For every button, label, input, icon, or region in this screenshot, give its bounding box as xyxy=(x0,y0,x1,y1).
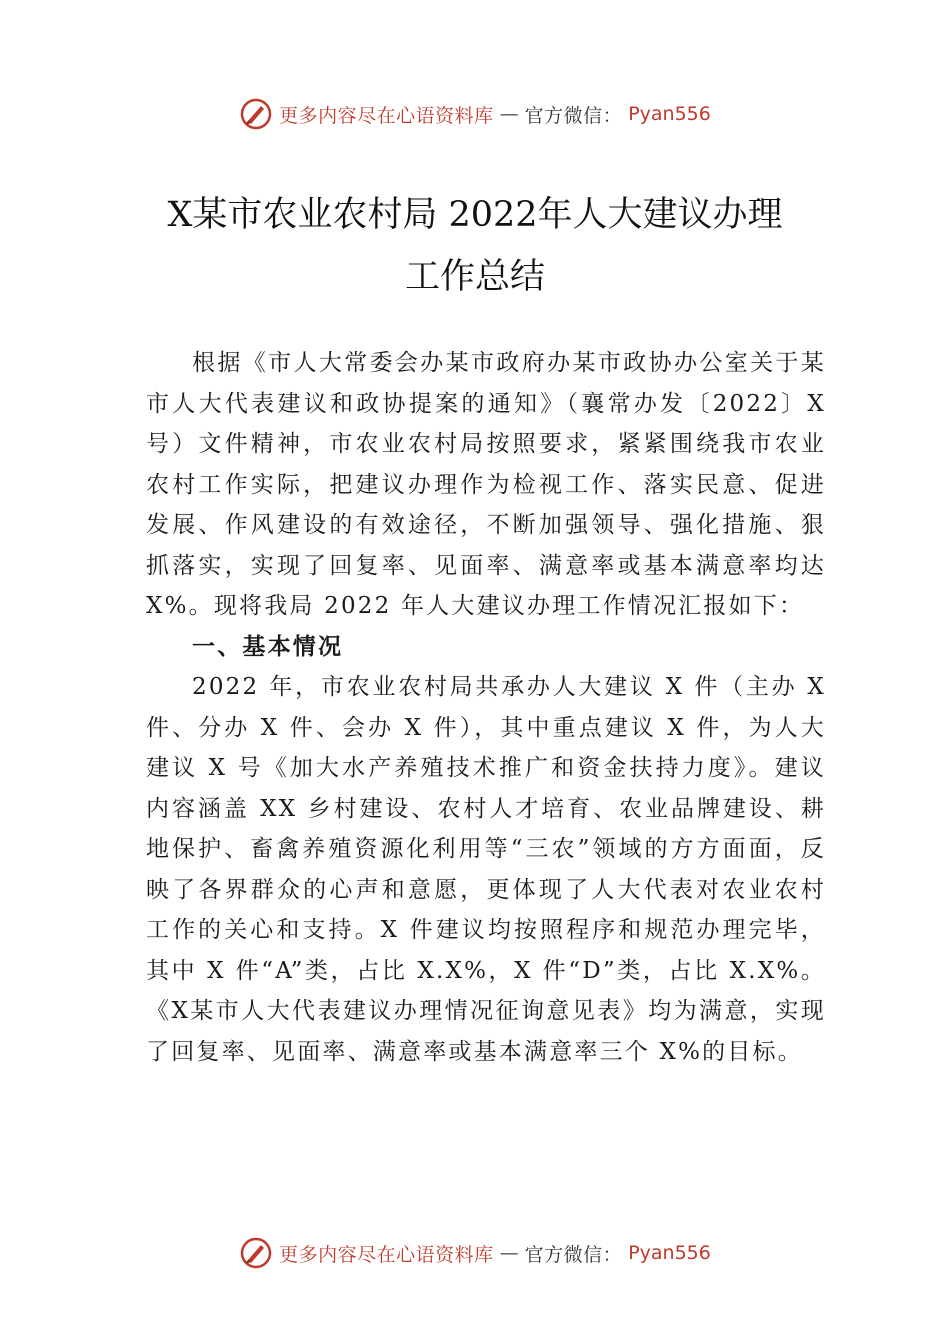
title-line-2: 工作总结 xyxy=(404,257,545,297)
paragraph-basic-situation: 2022 年，市农业农村局共承办人大建议 X 件（主办 X 件、分办 X 件、会办 X 件），其中重点建议 X 件，为人大建议 X 号《加大水产养殖技术推广和资金扶持力度》。建议内容涵盖 XX 乡村建设、农村人才培育、农业品牌建设、耕地保护、畜禽养殖资源化利用等“三农”领域的方方面面，反映了各界群众的心声和意愿，更体现了人大代表对农业农村工作的关心和支持。X 件建议均按照程序和规范办理完毕， 其中 X 件“A”类，占比 X.X%，X 件“D”类，占比 X.X%。《X某市人大代表建议办理情况征询意见表》均为满意，实现了回复率、见面率、满意率或基本满意率三个 X%的目标。 xyxy=(146,674,826,1065)
footer-banner-separator: — xyxy=(499,1242,519,1264)
footer-banner-text: 更多内容尽在心语资料库 xyxy=(279,1243,494,1266)
header-banner xyxy=(0,94,950,134)
footer-banner-suffix: 官方微信： xyxy=(524,1243,623,1266)
section-heading-basic-situation: 一、基本情况 xyxy=(192,633,344,660)
banner-wechat-id: Pyan556 xyxy=(628,103,711,125)
banner-separator: — xyxy=(499,103,519,125)
title-line-1: X某市农业农村局 2022年人大建议办理 xyxy=(167,195,783,235)
footer-banner xyxy=(0,1233,950,1273)
paragraph-intro: 根据《市人大常委会办某市政府办某市政协办公室关于某市人大代表建议和政协提案的通知》（襄常办发〔2022〕X 号）文件精神，市农业农村局按照要求，紧紧围绕我市农业农村工作实际，把建议办理作为检视工作、落实民意、促进发展、作风建设的有效途径，不断加强领导、强化措施、狠抓落实，实现了回复率、见面率、满意率或基本满意率均达 X%。现将我局 2022 年人大建议办理工作情况汇报如下： xyxy=(146,350,826,619)
document-body xyxy=(146,343,826,1072)
banner-text: 更多内容尽在心语资料库 xyxy=(279,104,494,127)
banner-suffix: 官方微信： xyxy=(524,104,623,127)
document-title xyxy=(110,184,840,308)
brush-logo-icon xyxy=(239,1236,273,1270)
brush-logo-icon xyxy=(239,97,273,131)
footer-banner-wechat-id: Pyan556 xyxy=(628,1242,711,1264)
